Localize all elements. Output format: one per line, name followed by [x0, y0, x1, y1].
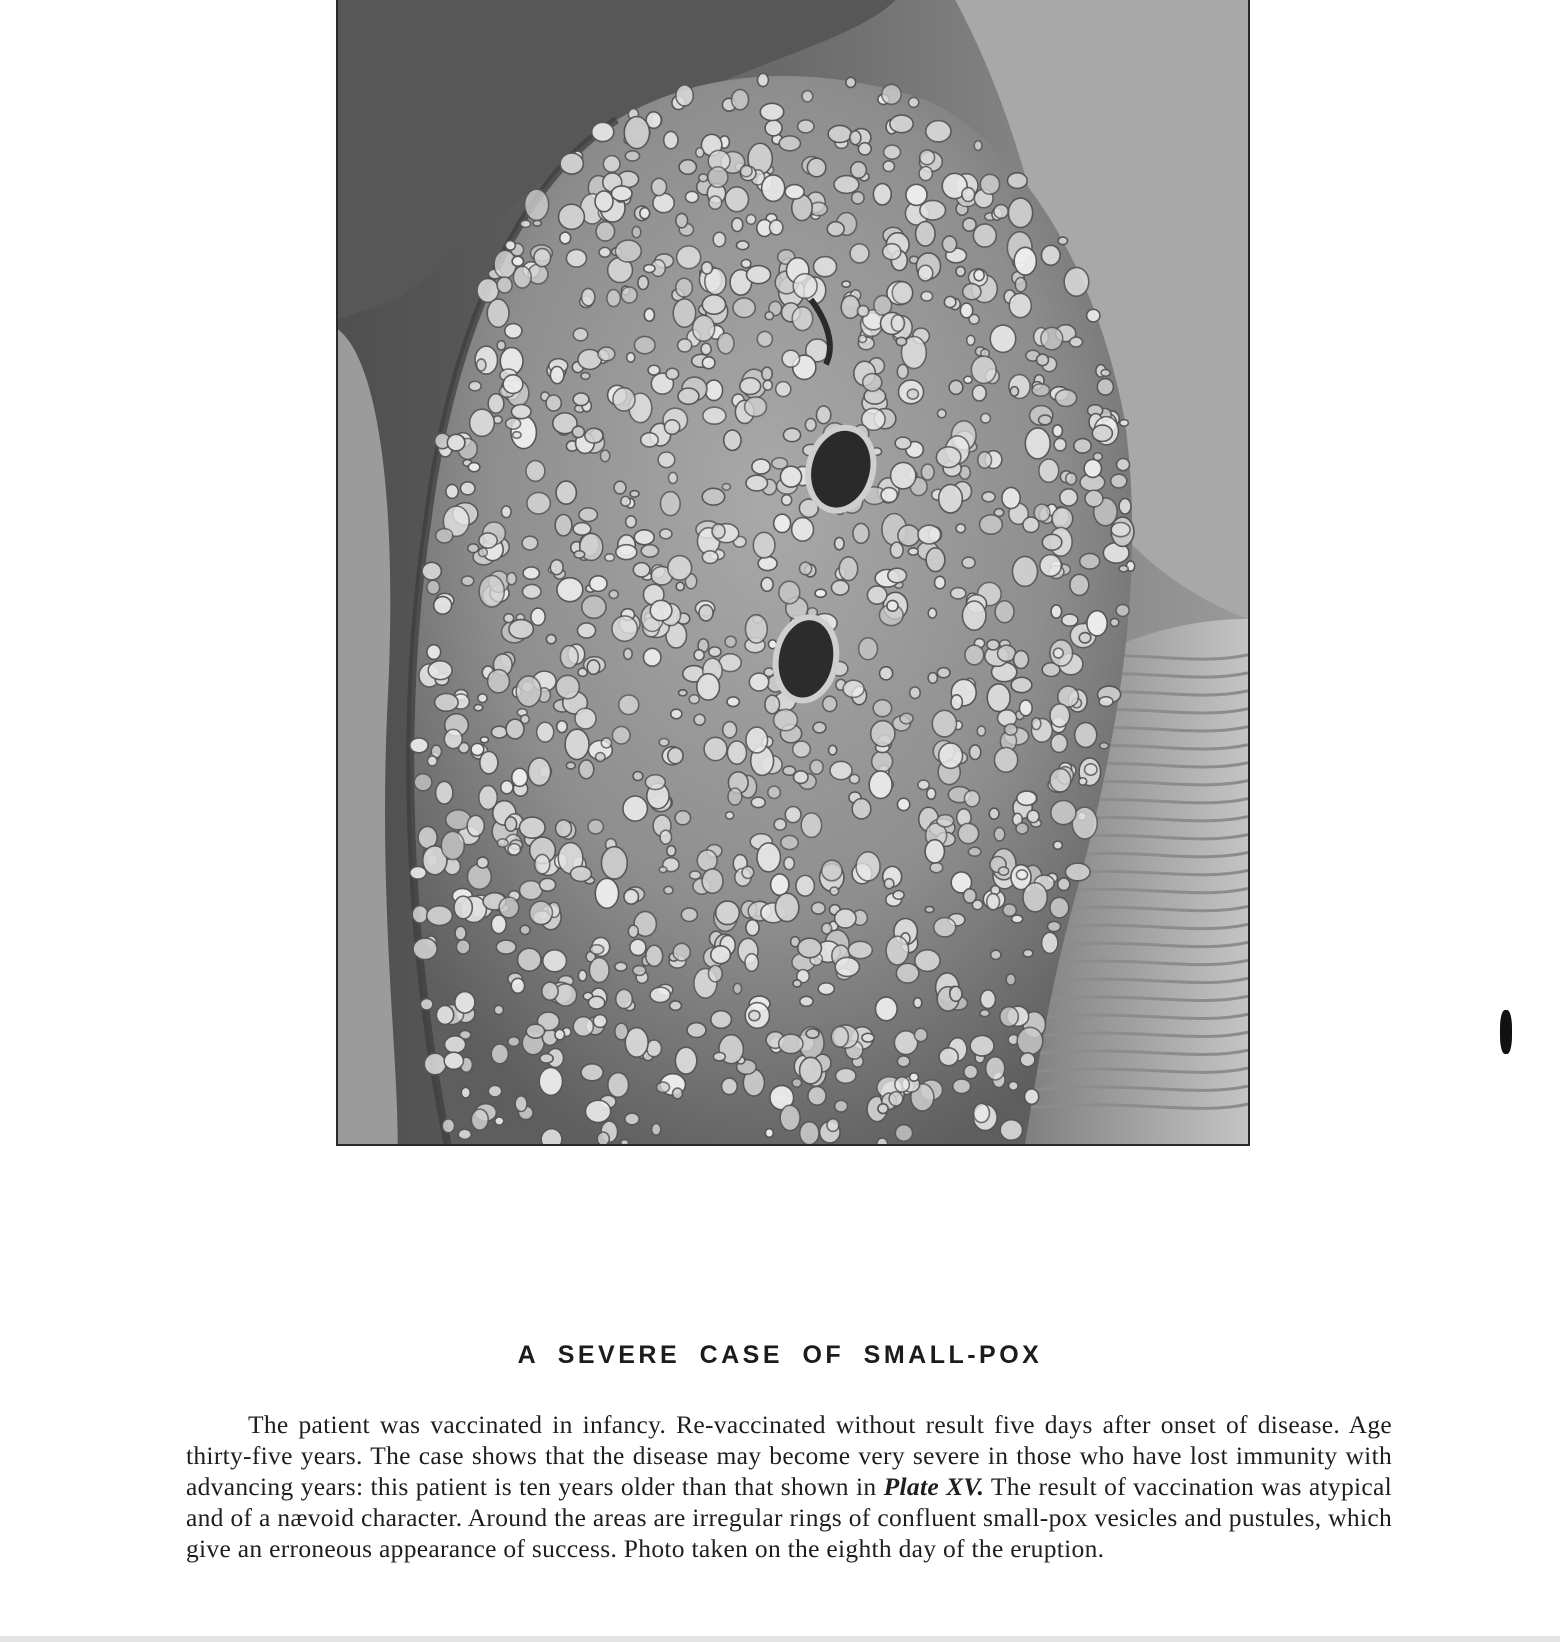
plate-photograph	[336, 0, 1250, 1146]
caption-text-after: The result of vaccination was atypical and of a nævoid character. Around the areas are irregular rings of confluent small-pox vesicles and pustules, which give an erroneous appearance of success. Photo taken on the eighth day of the eruption.	[186, 1472, 1393, 1563]
plate-reference: Plate XV.	[883, 1472, 985, 1501]
bottom-edge	[0, 1636, 1560, 1642]
plate-caption	[186, 1409, 1392, 1564]
photograph-arm-smallpox	[338, 0, 1248, 1144]
plate-title: A SEVERE CASE OF SMALL-POX	[517, 1341, 1043, 1369]
scan-speck	[1500, 1010, 1512, 1054]
caption-text-before: The patient was vaccinated in infancy. Re-vaccinated without result five days after onset of disease. Age thirty-five years. The case shows that the disease may become very severe in those who have lost immunity with advancing years: this patient is ten years older than that shown in	[186, 1410, 1392, 1501]
